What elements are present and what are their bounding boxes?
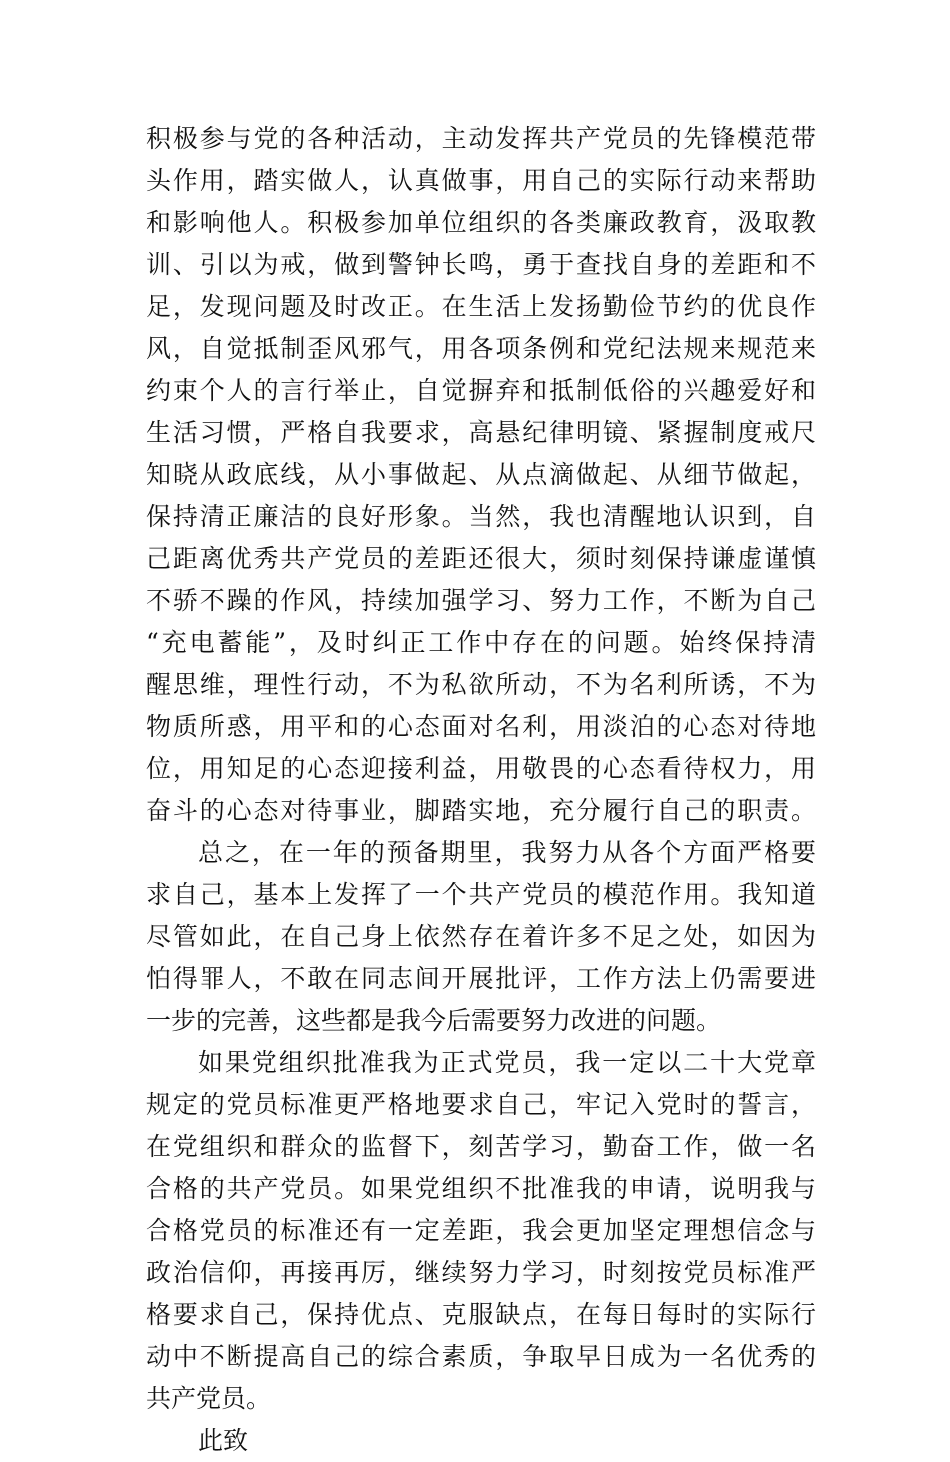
text-line: 位，用知足的心态迎接利益，用敬畏的心态看待权力，用	[146, 754, 816, 783]
text-line: 足，发现问题及时改正。在生活上发扬勤俭节约的优良作	[146, 292, 816, 321]
text-line: 和影响他人。积极参加单位组织的各类廉政教育，汲取教	[146, 208, 816, 237]
text-line: 保持清正廉洁的良好形象。当然，我也清醒地认识到，自	[146, 502, 816, 531]
text-line: 风，自觉抵制歪风邪气，用各项条例和党纪法规来规范来	[146, 334, 816, 363]
text-line: 怕得罪人，不敢在同志间开展批评，工作方法上仍需要进	[146, 964, 816, 993]
text-line: 物质所惑，用平和的心态面对名利，用淡泊的心态对待地	[146, 712, 816, 741]
text-line: 动中不断提高自己的综合素质，争取早日成为一名优秀的	[146, 1342, 816, 1371]
text-line: “充电蓄能”，及时纠正工作中存在的问题。始终保持清	[146, 628, 816, 657]
text-line: 头作用，踏实做人，认真做事，用自己的实际行动来帮助	[146, 166, 816, 195]
text-line: 训、引以为戒，做到警钟长鸣，勇于查找自身的差距和不	[146, 250, 816, 279]
text-line: 在党组织和群众的监督下，刻苦学习，勤奋工作，做一名	[146, 1132, 816, 1161]
text-line: 格要求自己，保持优点、克服缺点，在每日每时的实际行	[146, 1300, 816, 1329]
closing-salutation: 此致	[198, 1426, 249, 1455]
paragraph-end-line: 一步的完善，这些都是我今后需要努力改进的问题。	[146, 1006, 722, 1035]
text-line: 积极参与党的各种活动，主动发挥共产党员的先锋模范带	[146, 124, 816, 153]
paragraph-start-line: 总之，在一年的预备期里，我努力从各个方面严格要	[198, 838, 816, 867]
text-line: 规定的党员标准更严格地要求自己，牢记入党时的誓言，	[146, 1090, 816, 1119]
text-line: 奋斗的心态对待事业，脚踏实地，充分履行自己的职责。	[146, 796, 816, 825]
text-line: 己距离优秀共产党员的差距还很大，须时刻保持谦虚谨慎	[146, 544, 816, 573]
letter-body	[146, 118, 816, 1462]
text-line: 尽管如此，在自己身上依然存在着许多不足之处，如因为	[146, 922, 816, 951]
paragraph-start-line: 如果党组织批准我为正式党员，我一定以二十大党章	[198, 1048, 816, 1077]
text-line: 生活习惯，严格自我要求，高悬纪律明镜、紧握制度戒尺	[146, 418, 816, 447]
text-line: 醒思维，理性行动，不为私欲所动，不为名利所诱，不为	[146, 670, 816, 699]
text-line: 合格党员的标准还有一定差距，我会更加坚定理想信念与	[146, 1216, 816, 1245]
text-line: 合格的共产党员。如果党组织不批准我的申请，说明我与	[146, 1174, 816, 1203]
text-line: 知晓从政底线，从小事做起、从点滴做起、从细节做起，	[146, 460, 816, 489]
text-line: 约束个人的言行举止，自觉摒弃和抵制低俗的兴趣爱好和	[146, 376, 816, 405]
paragraph-end-line: 共产党员。	[146, 1384, 272, 1413]
text-line: 不骄不躁的作风，持续加强学习、努力工作，不断为自己	[146, 586, 816, 615]
text-line: 政治信仰，再接再厉，继续努力学习，时刻按党员标准严	[146, 1258, 816, 1287]
text-line: 求自己，基本上发挥了一个共产党员的模范作用。我知道	[146, 880, 816, 909]
